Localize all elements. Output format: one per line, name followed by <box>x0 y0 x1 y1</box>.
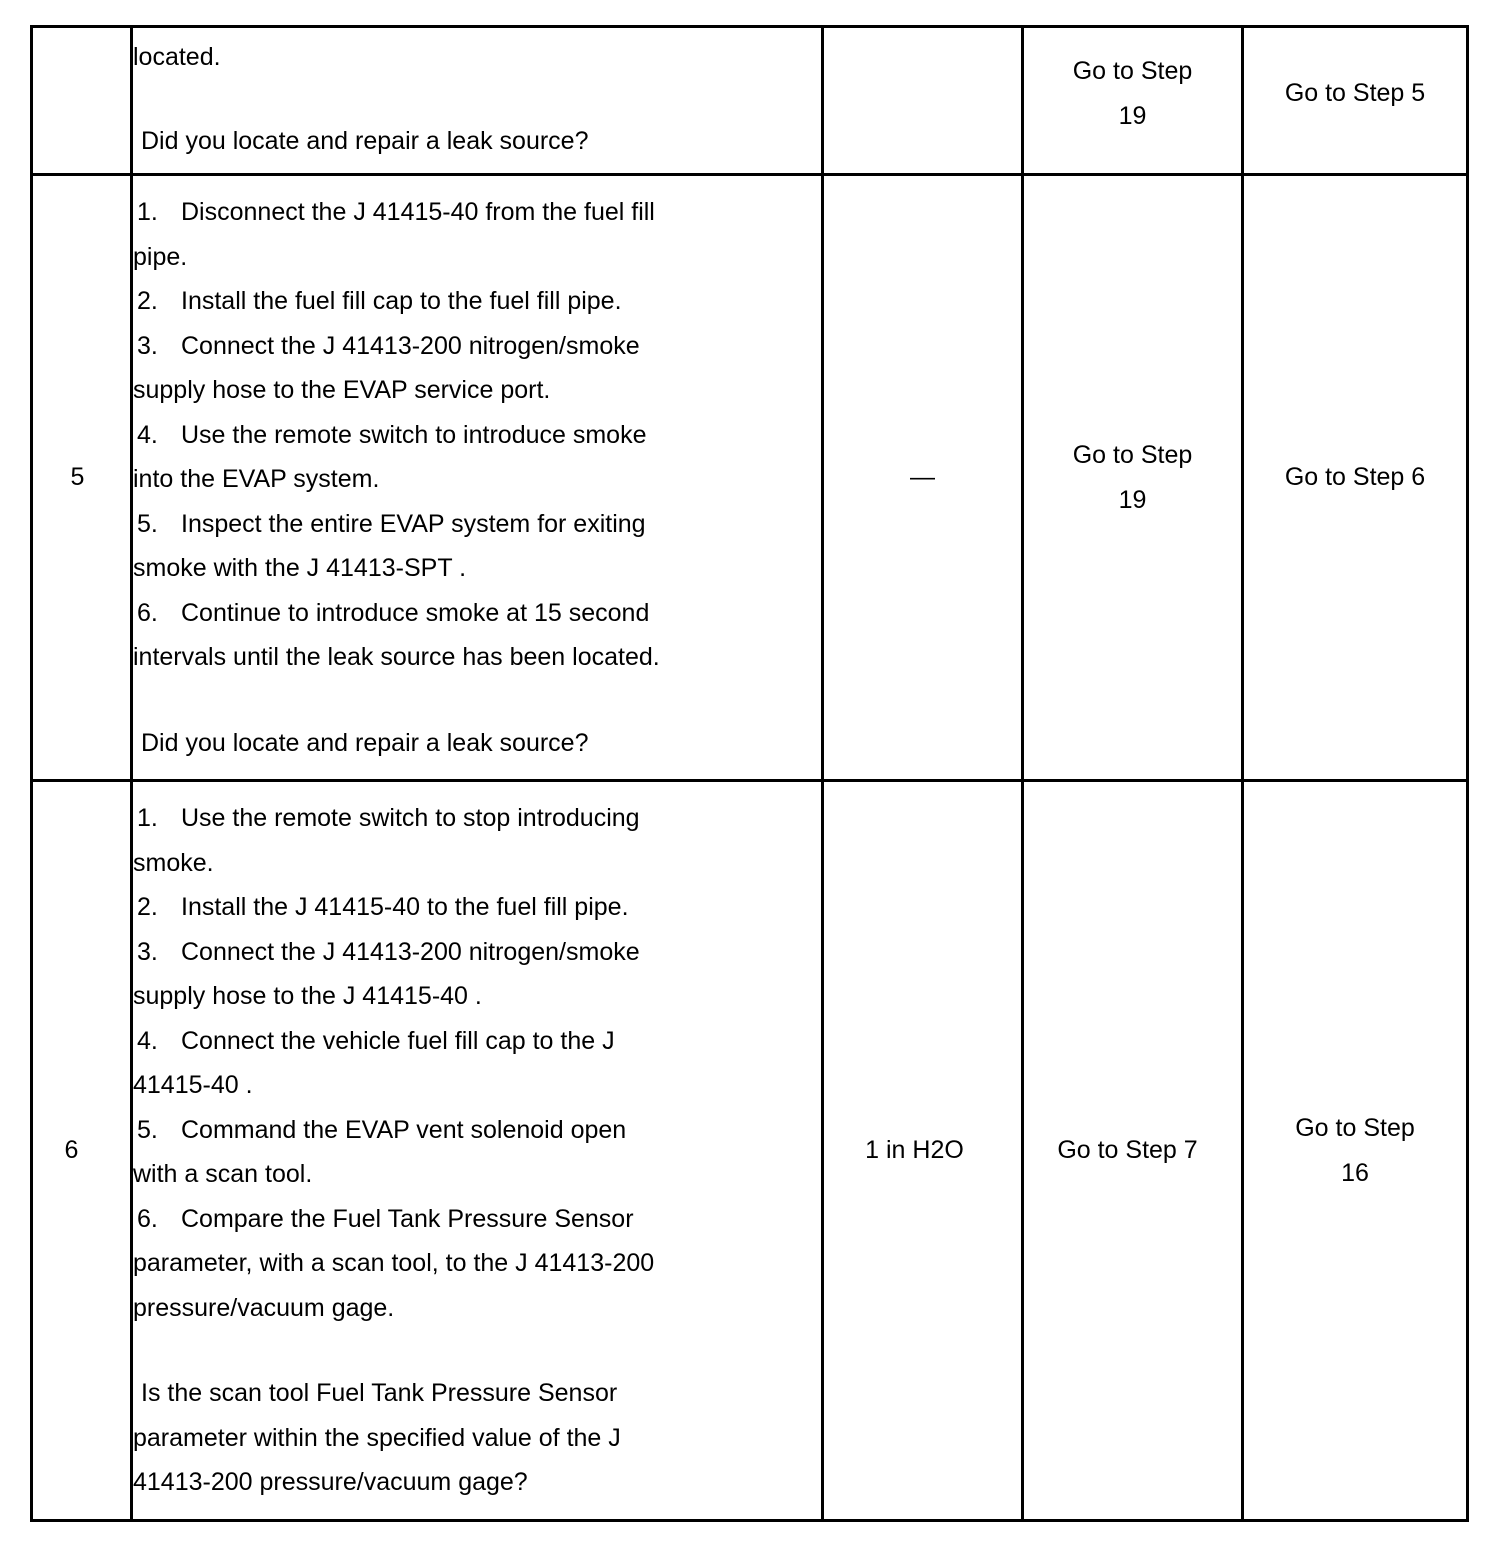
diagnostic-table <box>30 25 1469 1522</box>
list-item: 1. Disconnect the J 41415-40 from the fuel fill <box>137 198 655 226</box>
no-cell <box>1243 781 1468 1521</box>
list-item-continuation: into the EVAP system. <box>133 465 380 493</box>
table-row <box>32 781 1468 1521</box>
list-item: 4. Connect the vehicle fuel fill cap to the J <box>137 1026 615 1055</box>
yes-text: Go to Step <box>1072 57 1193 85</box>
yes-text: 19 <box>1118 101 1147 130</box>
list-item-continuation: with a scan tool. <box>133 1160 313 1189</box>
table-row <box>32 175 1468 781</box>
list-item: 6. Compare the Fuel Tank Pressure Sensor <box>137 1204 634 1233</box>
action-cell <box>132 781 823 1521</box>
question-text: Is the scan tool Fuel Tank Pressure Sensor <box>141 1379 618 1408</box>
yes-cell <box>1023 781 1243 1521</box>
yes-text: Go to Step <box>1072 441 1193 469</box>
question-text: Did you locate and repair a leak source? <box>141 728 589 757</box>
action-cell <box>132 27 823 175</box>
no-text: 16 <box>1341 1158 1369 1187</box>
table-row <box>32 27 1468 175</box>
value-cell: — <box>823 175 1023 781</box>
step-number-cell <box>32 27 132 175</box>
no-text: Go to Step <box>1295 1114 1415 1142</box>
no-text: Go to Step 5 <box>1284 79 1426 108</box>
action-text: located. <box>133 42 221 71</box>
action-cell <box>132 175 823 781</box>
no-cell <box>1243 27 1468 175</box>
question-text: parameter within the specified value of the J <box>133 1423 621 1452</box>
yes-text: Go to Step 7 <box>1057 1136 1198 1165</box>
spacer <box>133 1330 821 1371</box>
list-item-continuation: pipe. <box>133 242 188 271</box>
step-number-cell: 6 <box>32 781 132 1521</box>
value-cell <box>823 27 1023 175</box>
value-cell: 1 in H2O <box>823 781 1023 1521</box>
yes-cell <box>1023 27 1243 175</box>
no-text: Go to Step 6 <box>1284 463 1426 492</box>
list-item: 5. Command the EVAP vent solenoid open <box>137 1115 627 1144</box>
list-item: 5. Inspect the entire EVAP system for exiting <box>137 509 646 538</box>
step-number-cell: 5 <box>32 175 132 781</box>
list-item: 1. Use the remote switch to stop introducing <box>137 804 640 833</box>
list-item: 6. Continue to introduce smoke at 15 second <box>137 598 650 627</box>
spacer <box>133 680 821 721</box>
list-item: 4. Use the remote switch to introduce smoke <box>137 420 647 449</box>
question-text: Did you locate and repair a leak source? <box>141 127 589 155</box>
list-item: 3. Connect the J 41413-200 nitrogen/smoke <box>137 331 640 360</box>
yes-cell <box>1023 175 1243 781</box>
list-item: 2. Install the J 41415-40 to the fuel fill pipe. <box>137 893 629 922</box>
list-item: 2. Install the fuel fill cap to the fuel fill pipe. <box>137 287 622 315</box>
list-item-continuation: smoke with the J 41413-SPT . <box>133 554 467 582</box>
list-item-continuation: supply hose to the J 41415-40 . <box>133 982 482 1011</box>
question-text: 41413-200 pressure/vacuum gage? <box>133 1468 528 1497</box>
list-item-continuation: parameter, with a scan tool, to the J 41413-200 <box>133 1249 655 1278</box>
list-item-continuation: pressure/vacuum gage. <box>133 1293 395 1322</box>
no-cell <box>1243 175 1468 781</box>
list-item-continuation: 41415-40 . <box>133 1071 253 1100</box>
list-item-continuation: supply hose to the EVAP service port. <box>133 376 551 404</box>
list-item: 3. Connect the J 41413-200 nitrogen/smoke <box>137 937 640 966</box>
list-item-continuation: intervals until the leak source has been located. <box>133 643 660 671</box>
list-item-continuation: smoke. <box>133 848 214 877</box>
yes-text: 19 <box>1118 485 1147 514</box>
